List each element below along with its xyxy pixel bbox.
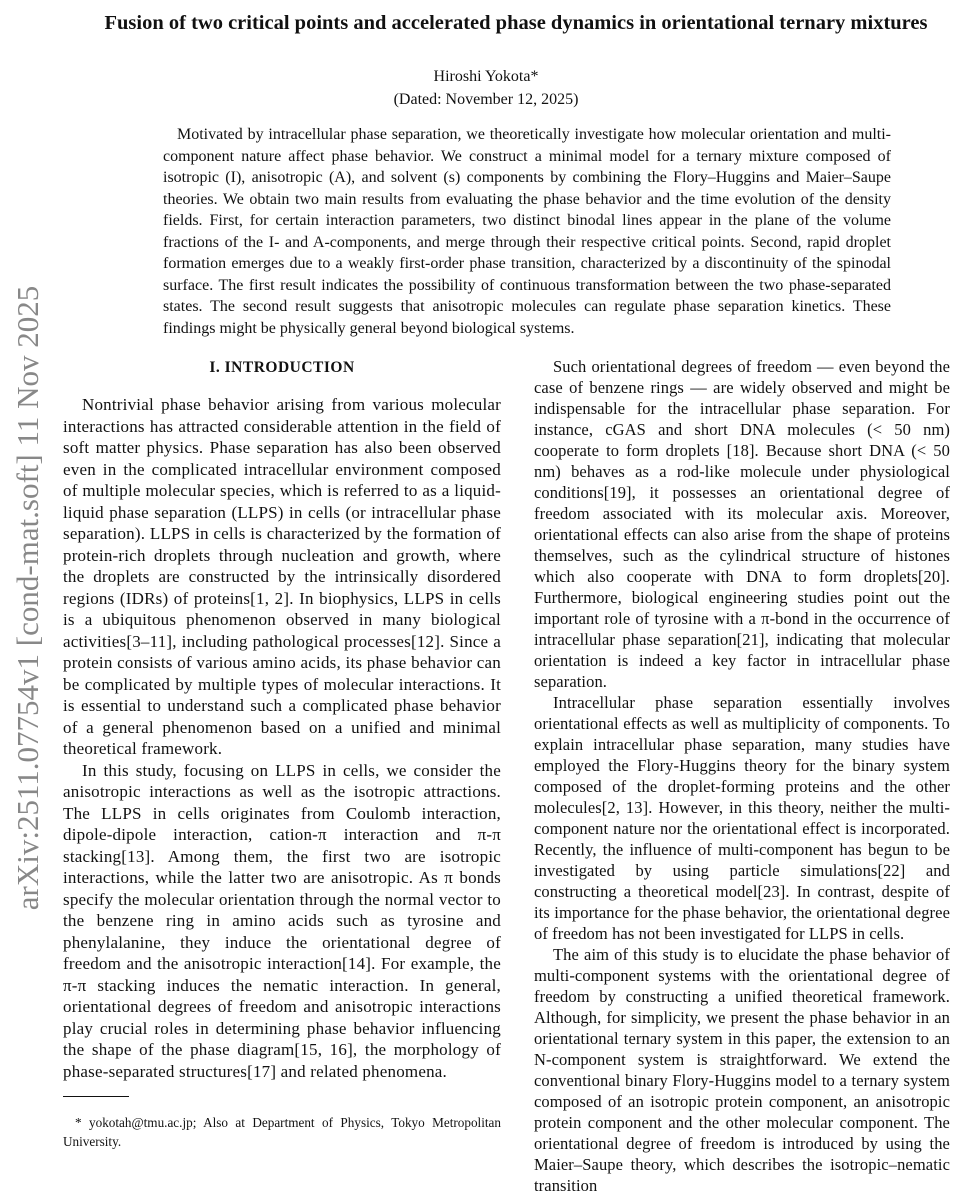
paragraph: The aim of this study is to elucidate the phase behavior of multi-component systems with the orientational degree of freedom by constructing a unified theoretical framework. Although, for simplicity, we present the phase behavior in an orientational ternary system in this paper, the extension to an N-component system is straightforward. We extend the conventional binary Flory-Huggins model to a ternary system composed of an isotropic protein component, an anisotropic protein component and the other molecular component. The orientational degree of freedom is introduced by using the Maier–Saupe theory, which describes the isotropic–nematic transition [534, 945, 950, 1195]
date-line: (Dated: November 12, 2025) [393, 91, 579, 108]
abstract: Motivated by intracellular phase separation, we theoretically investigate how molecular orientation and multi-component nature affect phase behavior. We construct a minimal model for a ternary mixture composed of isotropic (I), anisotropic (A), and solvent (s) components by combining the Flory–Huggins and Maier–Saupe theories. We obtain two main results from evaluating the phase behavior and the time evolution of the density fields. First, for certain interaction parameters, two distinct binodal lines appear in the plane of the volume fractions of the I- and A-components, and merge through their respective critical points. Second, rapid droplet formation emerges due to a weakly first-order phase transition, characterized by a discontinuity of the spinodal surface. The first result indicates the possibility of continuous transformation between the two phase-separated states. The second result suggests that anisotropic molecules can regulate phase separation kinetics. These findings might be physically general beyond biological systems. [163, 126, 891, 337]
footnote-rule [63, 1096, 129, 1097]
right-column [534, 356, 950, 1196]
section-heading: I. INTRODUCTION [209, 359, 355, 376]
paragraph: Nontrivial phase behavior arising from various molecular interactions has attracted considerable attention in the field of soft matter physics. Phase separation has also been observed even in the complicated intracellular environment composed of multiple molecular species, which is referred to as a liquid-liquid phase separation (LLPS) in cells (or intracellular phase separation). LLPS in cells is characterized by the formation of protein-rich droplets through nucleation and growth, where the droplets are constructed by the intrinsically disordered regions (IDRs) of proteins[1, 2]. In biophysics, LLPS in cells is a ubiquitous phenomenon observed in many biological activities[3–11], including pathological processes[12]. Since a protein consists of various amino acids, its phase behavior can be complicated by multiple types of molecular interactions. It is essential to understand such a complicated phase behavior of a general phenomenon based on a unified and minimal theoretical framework. [63, 395, 501, 758]
arxiv-stamp: arXiv:2511.07754v1 [cond-mat.soft] 11 Nov 2025 [10, 285, 45, 911]
author: Hiroshi Yokota* [433, 68, 539, 85]
paragraph: In this study, focusing on LLPS in cells, we consider the anisotropic interactions as well as the isotropic attractions. The LLPS in cells originates from Coulomb interaction, dipole-dipole interaction, cation-π interaction and π-π stacking[13]. Among them, the first two are isotropic interactions, while the latter two are anisotropic. As π bonds specify the molecular orientation through the normal vector to the benzene ring in amino acids such as tyrosine and phenylalanine, they induce the orientational degree of freedom and the anisotropic interaction[14]. For example, the π-π stacking induces the nematic interaction. In general, orientational degrees of freedom and anisotropic interactions play crucial roles in determining phase behavior influencing the shape of the phase diagram[15, 16], the morphology of phase-separated structures[17] and related phenomena. [63, 760, 501, 1081]
paper-title: Fusion of two critical points and accelerated phase dynamics in orientational ternary mixtures [104, 12, 928, 34]
paragraph: Intracellular phase separation essentially involves orientational effects as well as multiplicity of components. To explain intracellular phase separation, many studies have employed the Flory-Huggins theory for the binary system composed of the droplet-forming proteins and the other molecules[2, 13]. However, in this theory, neither the multi-component nature nor the orientational effect is incorporated. Recently, the influence of multi-component has begun to be investigated by using particle simulations[22] and constructing a theoretical model[23]. In contrast, despite of its importance for the phase behavior, the orientational degree of freedom has not been investigated for LLPS in cells. [534, 693, 950, 943]
footnote: * yokotah@tmu.ac.jp; Also at Department of Physics, Tokyo Metropolitan University. [63, 1115, 501, 1149]
left-column [63, 356, 501, 1151]
paragraph: Such orientational degrees of freedom — even beyond the case of benzene rings — are widely observed and might be indispensable for the intracellular phase separation. For instance, cGAS and short DNA molecules (< 50 nm) cooperate to form droplets [18]. Because short DNA (< 50 nm) behaves as a rod-like molecule under physiological conditions[19], it possesses an orientational degree of freedom associated with its molecular axis. Moreover, orientational effects can also arise from the shape of proteins themselves, such as the cylindrical structure of histones which also cooperate with DNA to form droplets[20]. Furthermore, biological engineering studies point out the important role of tyrosine with a π-bond in the occurrence of intracellular phase separation[21], indicating that molecular orientation is indeed a key factor in intracellular phase separation. [534, 357, 950, 691]
